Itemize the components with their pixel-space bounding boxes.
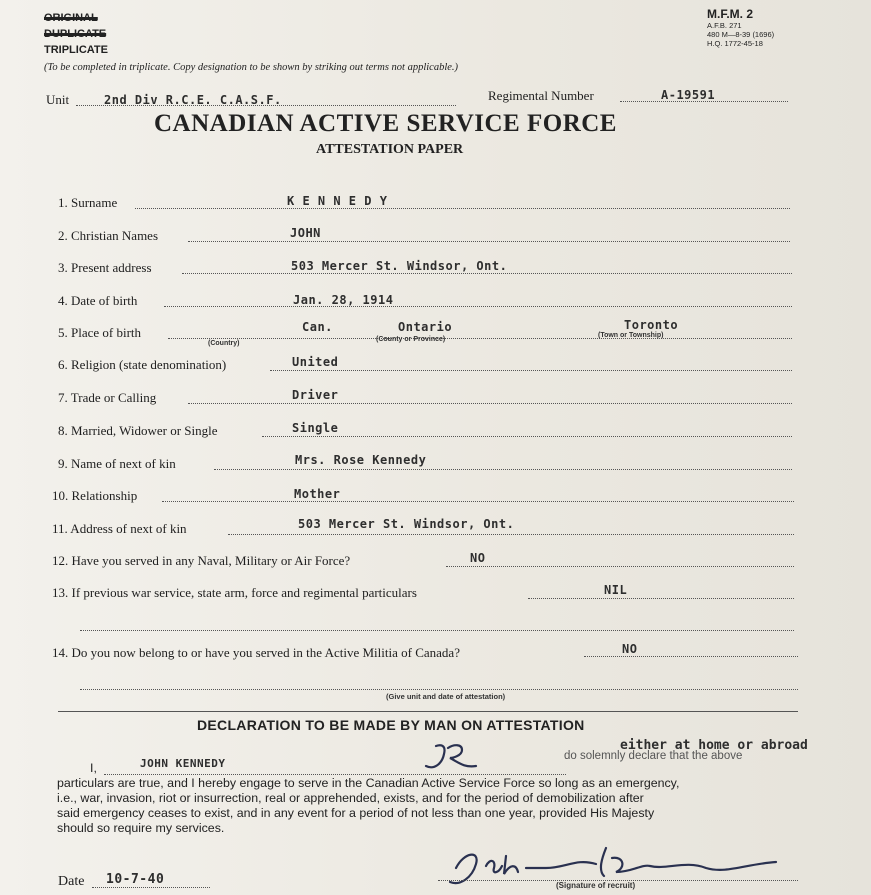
previous-service-value: NIL [604, 583, 628, 597]
birth-town-caption: (Town or Township) [598, 332, 664, 339]
served-dots [446, 566, 794, 567]
served-label: 12. Have you served in any Naval, Military or Air Force? [52, 553, 351, 568]
christian-names-value: JOHN [290, 226, 321, 240]
birth-province-value: Ontario [398, 320, 453, 334]
instruction: (To be completed in triplicate. Copy designation to be shown by striking out terms not applicable.) [44, 62, 459, 73]
trade-dots [188, 403, 792, 404]
kin-address-value: 503 Mercer St. Windsor, Ont. [298, 517, 515, 531]
date-dots [92, 887, 210, 888]
date-of-birth-label: 4. Date of birth [58, 293, 138, 308]
christian-names-label: 2. Christian Names [58, 228, 159, 243]
christian-names-dots [188, 241, 790, 242]
relationship-value: Mother [294, 487, 341, 501]
date-of-birth-value: Jan. 28, 1914 [293, 293, 394, 307]
relationship-label: 10. Relationship [52, 488, 138, 503]
relationship-dots [162, 501, 794, 502]
present-address-dots [182, 273, 792, 274]
declaration-title: DECLARATION TO BE MADE BY MAN ON ATTESTATION [197, 717, 585, 733]
date-value: 10-7-40 [106, 872, 165, 887]
declaration-struck-phrase: either at home or abroad [620, 738, 808, 753]
form-ref-3: H.Q. 1772-45-18 [707, 39, 763, 48]
initials-signature [418, 738, 498, 778]
kin-address-label: 11. Address of next of kin [52, 521, 187, 536]
date-of-birth-dots [164, 306, 792, 307]
married-label: 8. Married, Widower or Single [58, 423, 218, 438]
previous-service-dots-2 [80, 630, 794, 631]
militia-dots [584, 656, 798, 657]
form-ref-1: A.F.B. 271 [707, 21, 742, 30]
unit-label: Unit [46, 92, 70, 107]
declaration-name-value: JOHN KENNEDY [140, 757, 226, 770]
place-of-birth-dots [168, 338, 792, 339]
date-label: Date [58, 874, 85, 889]
surname-label: 1. Surname [58, 195, 118, 210]
married-dots [262, 436, 792, 437]
trade-label: 7. Trade or Calling [58, 390, 157, 405]
next-of-kin-value: Mrs. Rose Kennedy [295, 453, 427, 467]
declaration-line-2: i.e., war, invasion, riot or insurrection, real or apprehended, exists, and for the period of demobilization after [57, 791, 644, 805]
militia-label: 14. Do you now belong to or have you served in the Active Militia of Canada? [52, 645, 460, 660]
place-of-birth-label: 5. Place of birth [58, 325, 142, 340]
religion-dots [270, 370, 792, 371]
kin-address-dots [228, 534, 794, 535]
declaration-line-3: said emergency ceases to exist, and in any event for a period of not less than one year, provided His Majesty [57, 806, 655, 820]
regimental-value: A-19591 [661, 88, 716, 102]
form-code: M.F.M. 2 [707, 7, 754, 21]
previous-service-dots [528, 598, 794, 599]
regimental-label: Regimental Number [488, 88, 594, 103]
next-of-kin-label: 9. Name of next of kin [58, 456, 176, 471]
birth-town-value: Toronto [624, 318, 679, 332]
religion-value: United [292, 355, 339, 369]
birth-province-caption: (County or Province) [376, 336, 446, 343]
birth-country-caption: (Country) [208, 340, 240, 347]
birth-country-value: Can. [302, 320, 333, 334]
form-title: CANADIAN ACTIVE SERVICE FORCE [154, 110, 617, 137]
unit-value: 2nd Div R.C.E. C.A.S.F. [104, 93, 282, 107]
signature-caption: (Signature of recruit) [556, 881, 636, 890]
present-address-label: 3. Present address [58, 260, 152, 275]
declaration-line-1: particulars are true, and I hereby engage to serve in the Canadian Active Service Force so long as an emergency, [57, 776, 680, 790]
declaration-do-solemnly: do solemnly declare that the above [564, 750, 743, 762]
militia-caption: (Give unit and date of attestation) [386, 692, 506, 701]
section-divider [58, 711, 798, 712]
surname-value: K E N N E D Y [287, 194, 388, 208]
married-value: Single [292, 421, 339, 435]
served-value: NO [470, 551, 486, 565]
form-subtitle: ATTESTATION PAPER [316, 142, 464, 157]
copy-original: ORIGINAL [44, 12, 98, 24]
present-address-value: 503 Mercer St. Windsor, Ont. [291, 259, 508, 273]
next-of-kin-dots [214, 469, 792, 470]
copy-triplicate: TRIPLICATE [44, 44, 108, 56]
militia-value: NO [622, 642, 638, 656]
trade-value: Driver [292, 388, 339, 402]
religion-label: 6. Religion (state denomination) [58, 357, 227, 372]
declaration-line-4: should so require my services. [57, 821, 225, 835]
surname-dots [135, 208, 790, 209]
form-ref-2: 480 M—8-39 (1696) [707, 30, 775, 39]
copy-duplicate: DUPLICATE [44, 28, 107, 40]
previous-service-label: 13. If previous war service, state arm, force and regimental particulars [52, 585, 417, 600]
declaration-i-label: I, [90, 761, 97, 775]
militia-dots-2 [80, 689, 798, 690]
